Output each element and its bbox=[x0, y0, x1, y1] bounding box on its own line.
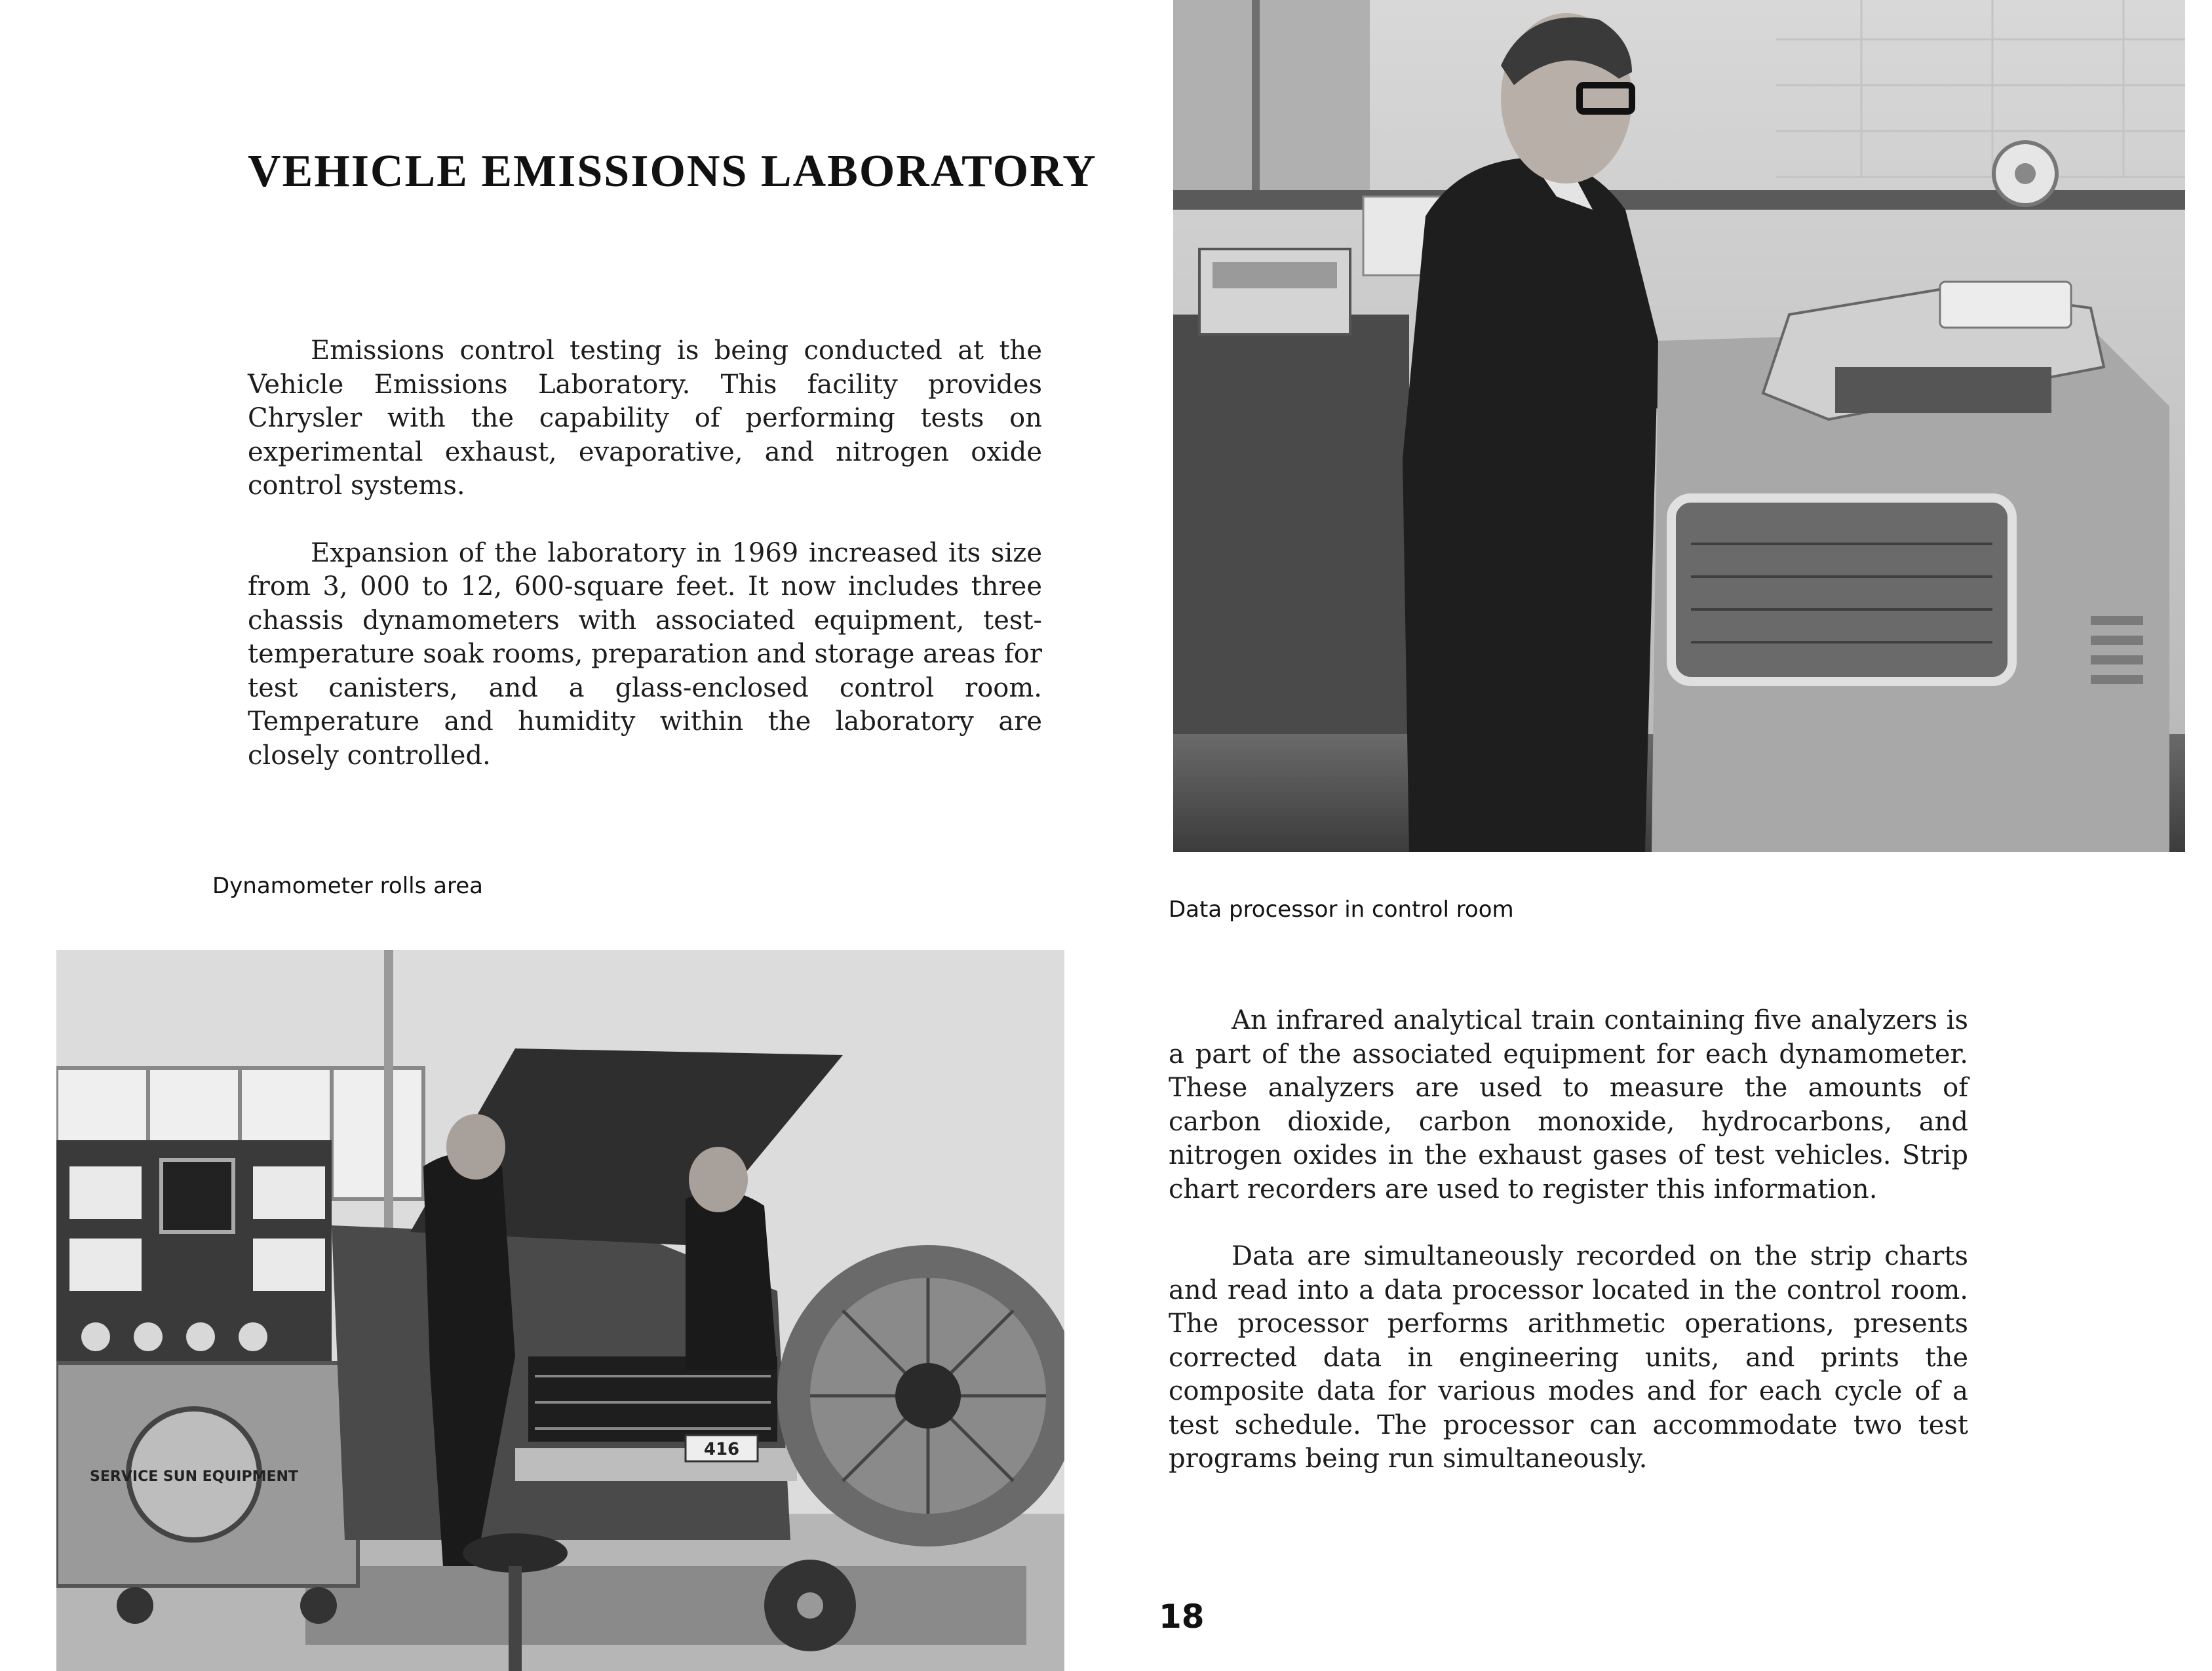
paragraph-text: An infrared analytical train containing five analyzers is a part of the associated equipment for each dynamometer. These analyzers are used to measure the amounts of carbon dioxide, carbon monoxide, hydrocarbons, and nitrogen oxides in the exhaust gases of test vehicles. Strip chart recorders are used to register this information. bbox=[1169, 1005, 1968, 1204]
paragraph-text: Expansion of the laboratory in 1969 increased its size from 3, 000 to 12, 600-square feet. It now includes three chassis dynamometers with associated equipment, test-temperature soak rooms, preparation and storage areas for test canisters, and a glass-enclosed control room. Temperature and humidity within the laboratory are closely controlled. bbox=[248, 537, 1042, 771]
paragraph-text: Emissions control testing is being conducted at the Vehicle Emissions Laboratory. This facility provides Chrysler with the capability of performing tests on experimental exhaust, evaporative, and nitrogen oxide control systems. bbox=[248, 336, 1042, 501]
paragraph bbox=[248, 334, 1042, 503]
page-title: VEHICLE EMISSIONS LABORATORY bbox=[248, 146, 1097, 197]
paragraph-text: Data are simultaneously recorded on the strip charts and read into a data processor located in the control room. The processor performs arithmetic operations, presents corrected data in engineering units, and prints the composite data for various modes and for each cycle of a test schedule. The processor can accommodate two test programs being run simultaneously. bbox=[1169, 1241, 1968, 1474]
paragraph bbox=[1169, 1004, 1968, 1206]
page-number: 18 bbox=[1159, 1598, 1205, 1636]
left-text-column bbox=[248, 334, 1042, 773]
right-text-column bbox=[1169, 1004, 1968, 1476]
photo-caption-dynamometer: Dynamometer rolls area bbox=[212, 873, 483, 899]
paragraph bbox=[1169, 1240, 1968, 1476]
photo-caption-data-processor: Data processor in control room bbox=[1169, 896, 1514, 923]
license-plate-text: 416 bbox=[703, 1440, 740, 1459]
data-processor-photo bbox=[1173, 0, 2185, 852]
sun-badge-text: SERVICE SUN EQUIPMENT bbox=[90, 1469, 298, 1485]
paragraph bbox=[248, 537, 1042, 773]
dynamometer-photo bbox=[56, 950, 1064, 1671]
